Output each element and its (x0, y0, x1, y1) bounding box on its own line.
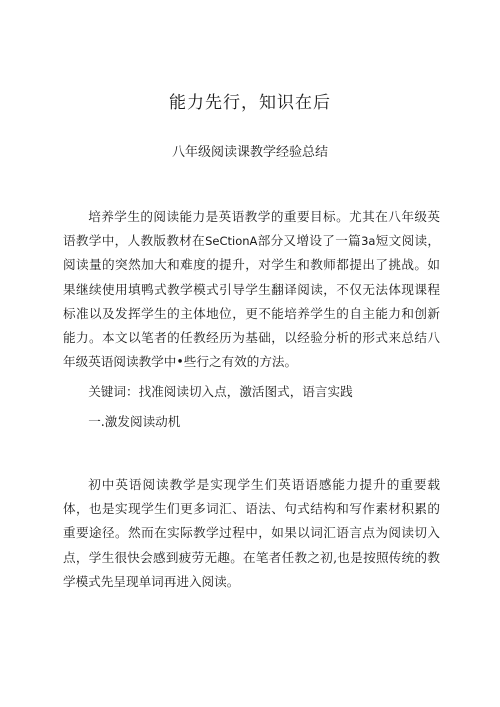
intro-term-section: SeCtionA (205, 234, 258, 249)
section-paragraph: 初中英语阅读教学是实现学生们英语语感能力提升的重要载体，也是实现学生们更多词汇、语法、句式结构和写作素材积累的重要途径。然而在实际教学过程中，如果以词汇语言点为阅读切入点，学生很快会感到疲劳无趣。在笔者任教之初,也是按照传统的教学模式先呈现单词再进入阅读。 (63, 477, 440, 589)
document-subtitle: 八年级阅读课教学经验总结 (171, 145, 328, 160)
keywords-line: 关键词：找准阅读切入点，激活图式，语言实践 (88, 384, 353, 399)
intro-text-part3: 短文阅读，阅读量的突然加大和难度的提升，对学生和教师都提出了挑战。如果继续使用填鸭式教学模式引导学生翻译阅读，不仅无法体现课程标准以及发挥学生的主体地位，更不能培养学生的自主能力和创新能力。本文以笔者的任教经历为基础，以经验分析的形式来总结八年级英语阅读教学中•些行之有效的方法。 (63, 233, 441, 370)
document-title: 能力先行，知识在后 (169, 93, 331, 113)
section-heading: 一.激发阅读动机 (88, 414, 181, 429)
intro-text-part1: 培养学生的阅读能力是英语教学的重要目标。尤其在八年级英语教学中，人教版教材在 (63, 209, 440, 249)
intro-paragraph (63, 205, 440, 374)
intro-term-3a: 3a (361, 234, 376, 249)
intro-text-part2: 部分又增设了一篇 (257, 233, 362, 249)
